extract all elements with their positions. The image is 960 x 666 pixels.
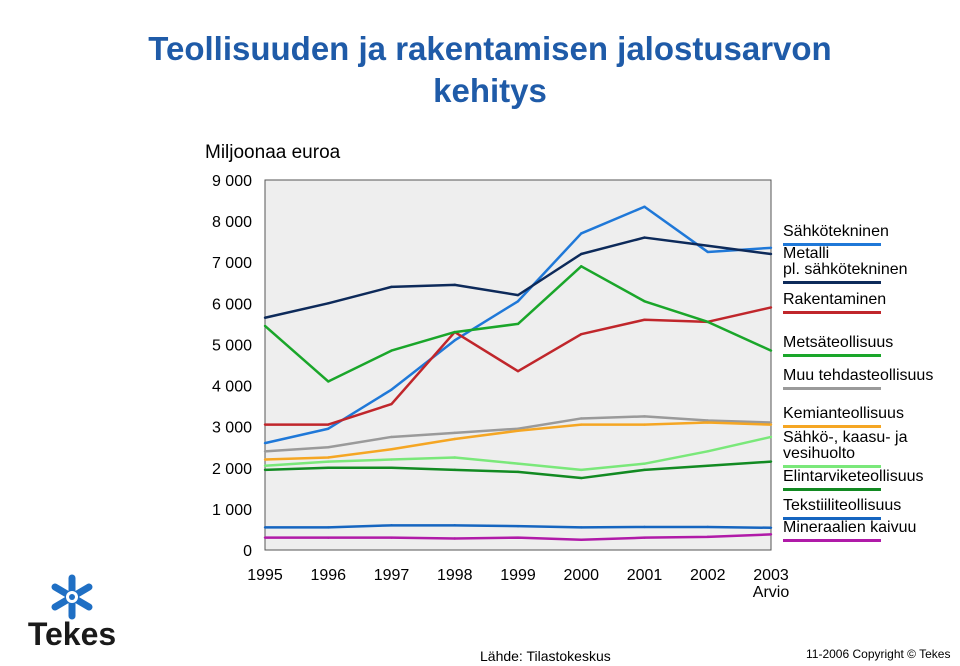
data-point [643, 300, 645, 302]
y-tick-label: 8 000 [211, 214, 252, 232]
data-point [517, 536, 519, 538]
legend-label: Kemianteollisuus [783, 405, 904, 422]
x-tick-label: 2001 [626, 567, 663, 584]
data-point [580, 253, 582, 255]
data-point [327, 467, 329, 469]
data-point [327, 428, 329, 430]
legend-swatch [783, 387, 881, 390]
x-tick-label: 1999 [500, 567, 536, 584]
x-tick-label: 2003 [753, 567, 789, 584]
data-point [264, 465, 266, 467]
y-axis-unit-label: Miljoonaa euroa [205, 142, 341, 163]
legend-label: Metalli pl. sähkötekninen [783, 245, 908, 278]
data-point [390, 467, 392, 469]
legend-swatch [783, 539, 881, 542]
data-point [264, 536, 266, 538]
data-point [580, 265, 582, 267]
data-point [454, 339, 456, 341]
data-point [580, 526, 582, 528]
tekes-snowflake-icon [12, 572, 132, 622]
x-tick-label: Arvio [752, 584, 790, 601]
y-tick-label: 2 000 [211, 460, 252, 478]
data-point [327, 302, 329, 304]
legend-swatch [783, 311, 881, 314]
data-point [517, 471, 519, 473]
data-point [264, 317, 266, 319]
data-point [390, 403, 392, 405]
x-tick-label: 2000 [563, 567, 600, 584]
data-point [580, 333, 582, 335]
data-point [643, 536, 645, 538]
slide-title: Teollisuuden ja rakentamisen jalostusarvon kehitys [148, 30, 832, 109]
data-point [643, 415, 645, 417]
data-point [327, 446, 329, 448]
data-point [707, 536, 709, 538]
data-point [327, 423, 329, 425]
x-tick-label: 1997 [373, 567, 410, 584]
legend-label: Muu tehdasteollisuus [783, 367, 934, 384]
legend-swatch [783, 354, 881, 357]
data-point [707, 421, 709, 423]
data-point [643, 526, 645, 528]
data-point [390, 536, 392, 538]
x-tick-label: 1995 [247, 567, 283, 584]
legend-label: Rakentaminen [783, 291, 887, 308]
x-tick-label: 2002 [689, 567, 726, 584]
data-point [264, 423, 266, 425]
logo-text: Tekes [27, 616, 117, 652]
data-point [643, 319, 645, 321]
data-point [643, 469, 645, 471]
plot-area [265, 180, 771, 550]
data-point [390, 524, 392, 526]
data-point [770, 349, 772, 351]
data-point [327, 526, 329, 528]
data-point [327, 460, 329, 462]
data-point [770, 247, 772, 249]
data-point [707, 251, 709, 253]
legend-swatch [783, 488, 881, 491]
data-point [517, 462, 519, 464]
source-note: Lähde: Tilastokeskus [480, 648, 611, 664]
data-point [454, 432, 456, 434]
data-point [517, 525, 519, 527]
data-point [643, 236, 645, 238]
y-tick-label: 0 [243, 543, 252, 560]
data-point [707, 245, 709, 247]
data-point [454, 331, 456, 333]
data-point [770, 253, 772, 255]
data-point [707, 526, 709, 528]
x-tick-label: 1998 [436, 567, 473, 584]
x-tick-label: 1996 [310, 567, 347, 584]
data-point [580, 232, 582, 234]
data-point [517, 430, 519, 432]
data-point [264, 458, 266, 460]
data-point [770, 423, 772, 425]
data-point [264, 450, 266, 452]
data-point [517, 370, 519, 372]
y-tick-label: 1 000 [211, 501, 252, 519]
data-point [707, 465, 709, 467]
legend-label: Sähkö-, kaasu- ja vesihuolto [783, 429, 908, 462]
data-point [390, 458, 392, 460]
y-tick-label: 3 000 [211, 419, 252, 437]
data-point [264, 526, 266, 528]
data-point [517, 294, 519, 296]
data-point [264, 442, 266, 444]
tekes-logo [12, 572, 132, 652]
y-tick-label: 6 000 [211, 296, 252, 314]
legend-swatch [783, 425, 881, 428]
y-tick-label: 5 000 [211, 337, 252, 355]
data-point [580, 469, 582, 471]
legend-label: Metsäteollisuus [783, 334, 894, 351]
data-point [454, 438, 456, 440]
legend-swatch [783, 281, 881, 284]
data-point [517, 300, 519, 302]
data-point [707, 450, 709, 452]
data-point [390, 436, 392, 438]
y-tick-label: 4 000 [211, 378, 252, 396]
data-point [327, 536, 329, 538]
legend-label: Mineraalien kaivuu [783, 519, 917, 536]
data-point [390, 448, 392, 450]
data-point [770, 533, 772, 535]
data-point [707, 321, 709, 323]
legend-label: Elintarviketeollisuus [783, 468, 924, 485]
data-point [454, 524, 456, 526]
data-point [390, 286, 392, 288]
y-tick-label: 9 000 [211, 173, 252, 190]
data-point [770, 527, 772, 529]
data-point [454, 284, 456, 286]
data-point [390, 388, 392, 390]
copyright-note: 11-2006 Copyright © Tekes [806, 647, 951, 661]
data-point [580, 539, 582, 541]
data-point [580, 477, 582, 479]
data-point [770, 306, 772, 308]
data-point [454, 537, 456, 539]
data-point [770, 436, 772, 438]
data-point [517, 323, 519, 325]
data-point [643, 462, 645, 464]
data-point [327, 456, 329, 458]
legend-label: Tekstiiliteollisuus [783, 497, 902, 514]
data-point [454, 456, 456, 458]
data-point [580, 417, 582, 419]
data-point [264, 325, 266, 327]
data-point [580, 423, 582, 425]
data-point [327, 380, 329, 382]
data-point [643, 423, 645, 425]
legend-label: Sähkötekninen [783, 223, 889, 240]
data-point [264, 469, 266, 471]
y-tick-label: 7 000 [211, 255, 252, 273]
data-point [643, 206, 645, 208]
data-point [454, 469, 456, 471]
data-point [770, 460, 772, 462]
data-point [390, 349, 392, 351]
